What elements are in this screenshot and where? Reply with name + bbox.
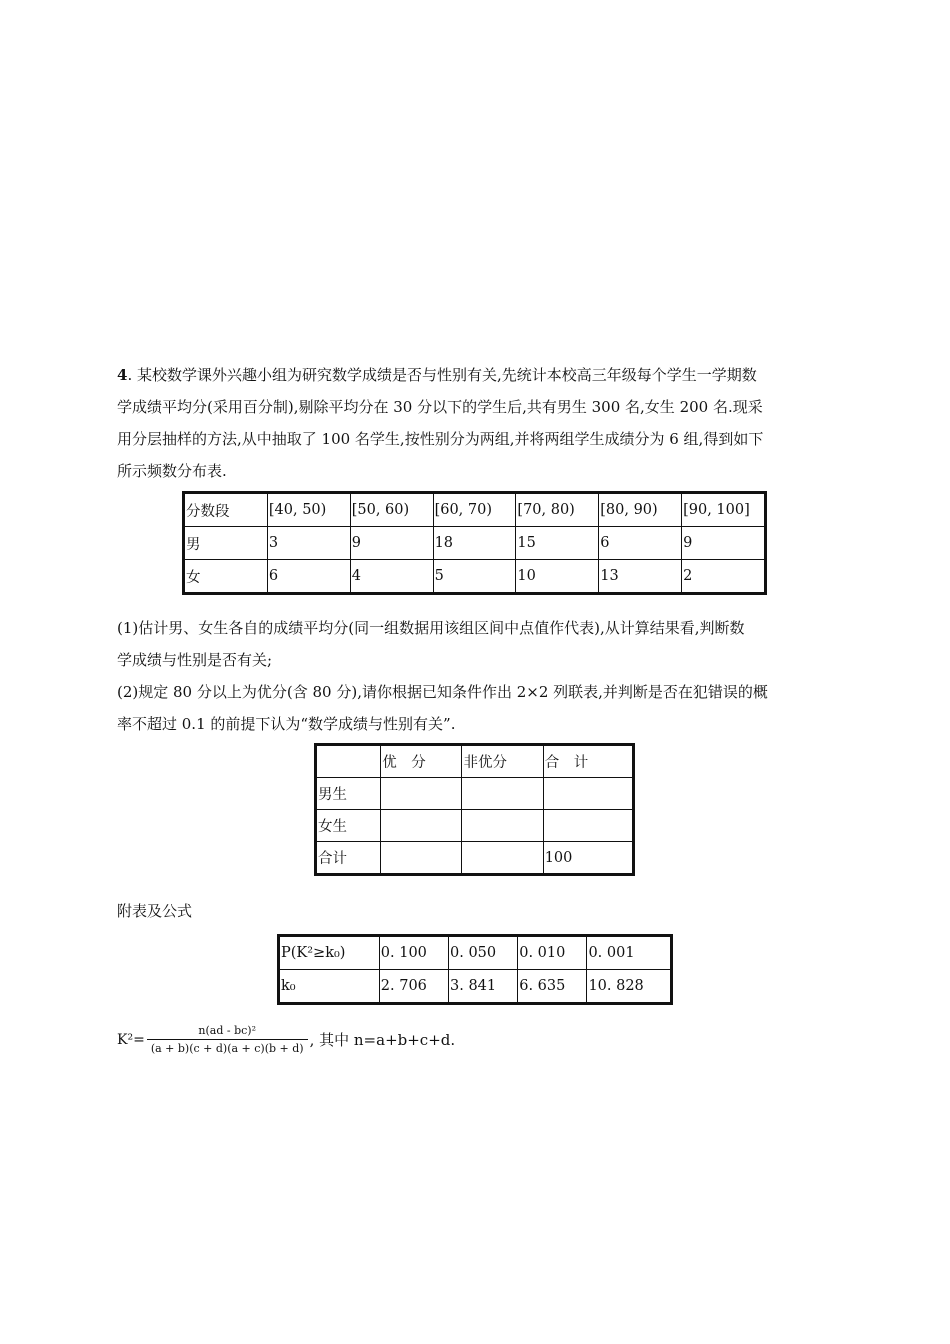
- table-cell: 0. 050: [449, 936, 518, 970]
- formula-suffix: , 其中 n=a+b+c+d.: [309, 1031, 456, 1049]
- table-cell: 2. 706: [379, 970, 448, 1004]
- table-cell: 6: [267, 560, 350, 594]
- table-cell: 3: [267, 527, 350, 560]
- table-cell: [462, 810, 543, 842]
- table-cell: 合 计: [543, 745, 633, 778]
- appendix-label: 附表及公式: [117, 902, 193, 920]
- problem-number: 4: [117, 366, 128, 384]
- intro-line: . 某校数学课外兴趣小组为研究数学成绩是否与性别有关,先统计本校高三年级每个学生一学期数: [127, 366, 757, 384]
- table-cell: [381, 778, 462, 810]
- table-cell: 10: [516, 560, 599, 594]
- table-cell: 100: [543, 842, 633, 875]
- table-row: [279, 970, 672, 1004]
- table-row: [316, 778, 634, 810]
- table-cell: 优 分: [381, 745, 462, 778]
- part1-line: 学成绩与性别是否有关;: [117, 651, 273, 669]
- table-cell: [316, 745, 381, 778]
- table-cell: 6. 635: [518, 970, 587, 1004]
- table-cell: 0. 100: [379, 936, 448, 970]
- table-cell: 9: [682, 527, 766, 560]
- formula-numerator: n(ad - bc)²: [198, 1024, 256, 1037]
- table-cell: 分数段: [184, 493, 268, 527]
- formula-denominator: (a + b)(c + d)(a + c)(b + d): [147, 1039, 308, 1055]
- table-row: [316, 745, 634, 778]
- table-row: [184, 527, 766, 560]
- chi-square-formula: [117, 1024, 455, 1055]
- table-cell: 非优分: [462, 745, 543, 778]
- table-cell: P(K²≥k₀): [279, 936, 380, 970]
- table-cell: 男生: [316, 778, 381, 810]
- part1-paragraph: [117, 612, 833, 676]
- table-row: [316, 842, 634, 875]
- table-cell: 5: [433, 560, 516, 594]
- table-cell: [60, 70): [433, 493, 516, 527]
- table-cell: 6: [599, 527, 682, 560]
- table-cell: 0. 001: [587, 936, 672, 970]
- table-cell: [543, 810, 633, 842]
- table-cell: 3. 841: [449, 970, 518, 1004]
- part2-line: 率不超过 0.1 的前提下认为“数学成绩与性别有关”.: [117, 715, 456, 733]
- intro-line: 学成绩平均分(采用百分制),剔除平均分在 30 分以下的学生后,共有男生 300 名,女生 200 名.现采: [117, 398, 763, 416]
- intro-line: 用分层抽样的方法,从中抽取了 100 名学生,按性别分为两组,并将两组学生成绩分为 6 组,得到如下: [117, 430, 764, 448]
- table-cell: 合计: [316, 842, 381, 875]
- table-cell: [40, 50): [267, 493, 350, 527]
- table-cell: 女: [184, 560, 268, 594]
- intro-paragraph: [117, 359, 833, 487]
- table-cell: 15: [516, 527, 599, 560]
- part1-line: (1)估计男、女生各自的成绩平均分(同一组数据用该组区间中点值作代表),从计算结果看,判断数: [117, 619, 745, 637]
- table-cell: 4: [350, 560, 433, 594]
- formula-lhs: K²=: [117, 1031, 145, 1048]
- table-cell: [462, 778, 543, 810]
- table-cell: 10. 828: [587, 970, 672, 1004]
- table-cell: [50, 60): [350, 493, 433, 527]
- table-row: [184, 493, 766, 527]
- table-cell: [543, 778, 633, 810]
- table-cell: 女生: [316, 810, 381, 842]
- table-cell: 13: [599, 560, 682, 594]
- table-cell: 18: [433, 527, 516, 560]
- intro-line: 所示频数分布表.: [117, 462, 227, 480]
- table-cell: [381, 810, 462, 842]
- table-cell: 男: [184, 527, 268, 560]
- table-cell: [80, 90): [599, 493, 682, 527]
- table-cell: [70, 80): [516, 493, 599, 527]
- critical-value-table: [277, 934, 673, 1005]
- table-cell: 0. 010: [518, 936, 587, 970]
- table-row: [184, 560, 766, 594]
- table-cell: [381, 842, 462, 875]
- formula-fraction: [147, 1024, 308, 1055]
- part2-paragraph: [117, 676, 833, 740]
- table-cell: [90, 100]: [682, 493, 766, 527]
- contingency-table: [314, 743, 635, 876]
- table-cell: 9: [350, 527, 433, 560]
- table-cell: k₀: [279, 970, 380, 1004]
- part2-line: (2)规定 80 分以上为优分(含 80 分),请你根据已知条件作出 2×2 列联表,并判断是否在犯错误的概: [117, 683, 768, 701]
- table-cell: 2: [682, 560, 766, 594]
- table-row: [279, 936, 672, 970]
- frequency-table: [182, 491, 767, 595]
- table-cell: [462, 842, 543, 875]
- table-row: [316, 810, 634, 842]
